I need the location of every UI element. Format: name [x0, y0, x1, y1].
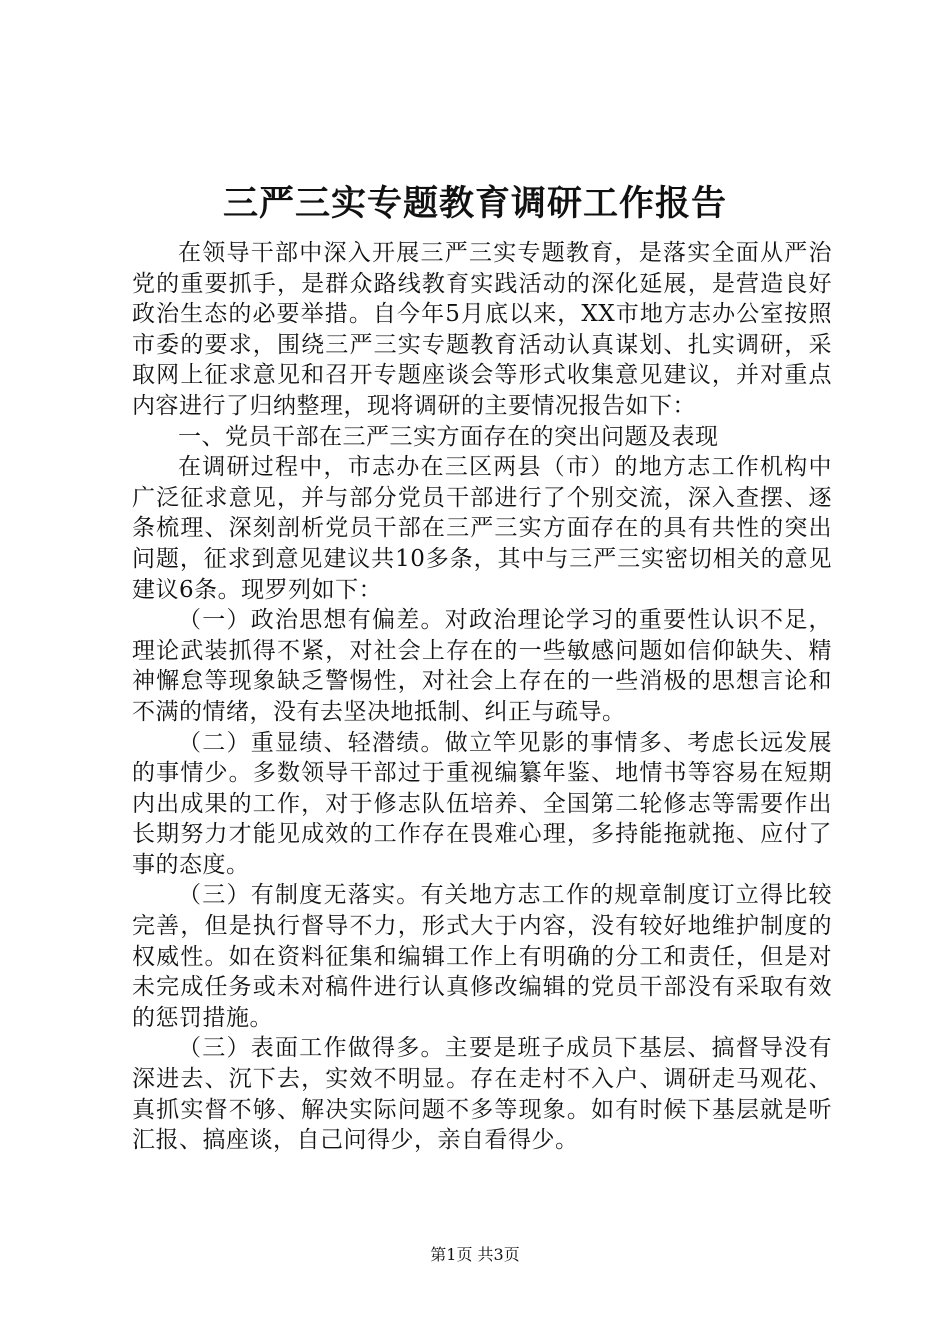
page-number-footer: 第1页 共3页	[430, 1245, 520, 1264]
document-body	[132, 238, 832, 1156]
paragraph-item-4: （三）表面工作做得多。主要是班子成员下基层、搞督导没有深进去、沉下去，实效不明显。存在走村不入户、调研走马观花、真抓实督不够、解决实际问题不多等现象。如有时候下基层就是听汇报、搞座谈，自己问得少，亲自看得少。	[132, 1035, 832, 1154]
paragraph-item-1: （一）政治思想有偏差。对政治理论学习的重要性认识不足，理论武装抓得不紧，对社会上存在的一些敏感问题如信仰缺失、精神懈怠等现象缺乏警惕性，对社会上存在的一些消极的思想言论和不满的情绪，没有去坚决地抵制、纠正与疏导。	[132, 607, 832, 725]
paragraph-survey: 在调研过程中，市志办在三区两县（市）的地方志工作机构中广泛征求意见，并与部分党员干部进行了个别交流，深入查摆、逐条梳理、深刻剖析党员干部在三严三实方面存在的具有共性的突出问题，征求到意见建议共10多条，其中与三严三实密切相关的意见建议6条。现罗列如下：	[132, 454, 832, 603]
paragraph-item-3: （三）有制度无落实。有关地方志工作的规章制度订立得比较完善，但是执行督导不力，形式大于内容，没有较好地维护制度的权威性。如在资料征集和编辑工作上有明确的分工和责任，但是对未完成任务或未对稿件进行认真修改编辑的党员干部没有采取有效的惩罚措施。	[132, 882, 832, 1031]
paragraph-item-2: （二）重显绩、轻潜绩。做立竿见影的事情多、考虑长远发展的事情少。多数领导干部过于重视编纂年鉴、地情书等容易在短期内出成果的工作，对于修志队伍培养、全国第二轮修志等需要作出长期努力才能见成效的工作存在畏难心理，多持能拖就拖、应付了事的态度。	[132, 729, 832, 878]
paragraph-intro: 在领导干部中深入开展三严三实专题教育，是落实全面从严治党的重要抓手，是群众路线教育实践活动的深化延展，是营造良好政治生态的必要举措。自今年5月底以来，XX市地方志办公室按照市委的要求，围绕三严三实专题教育活动认真谋划、扎实调研，采取网上征求意见和召开专题座谈会等形式收集意见建议，并对重点内容进行了归纳整理，现将调研的主要情况报告如下：	[132, 240, 832, 419]
section-heading: 一、党员干部在三严三实方面存在的突出问题及表现	[178, 423, 719, 450]
document-title: 三严三实专题教育调研工作报告	[222, 183, 727, 224]
